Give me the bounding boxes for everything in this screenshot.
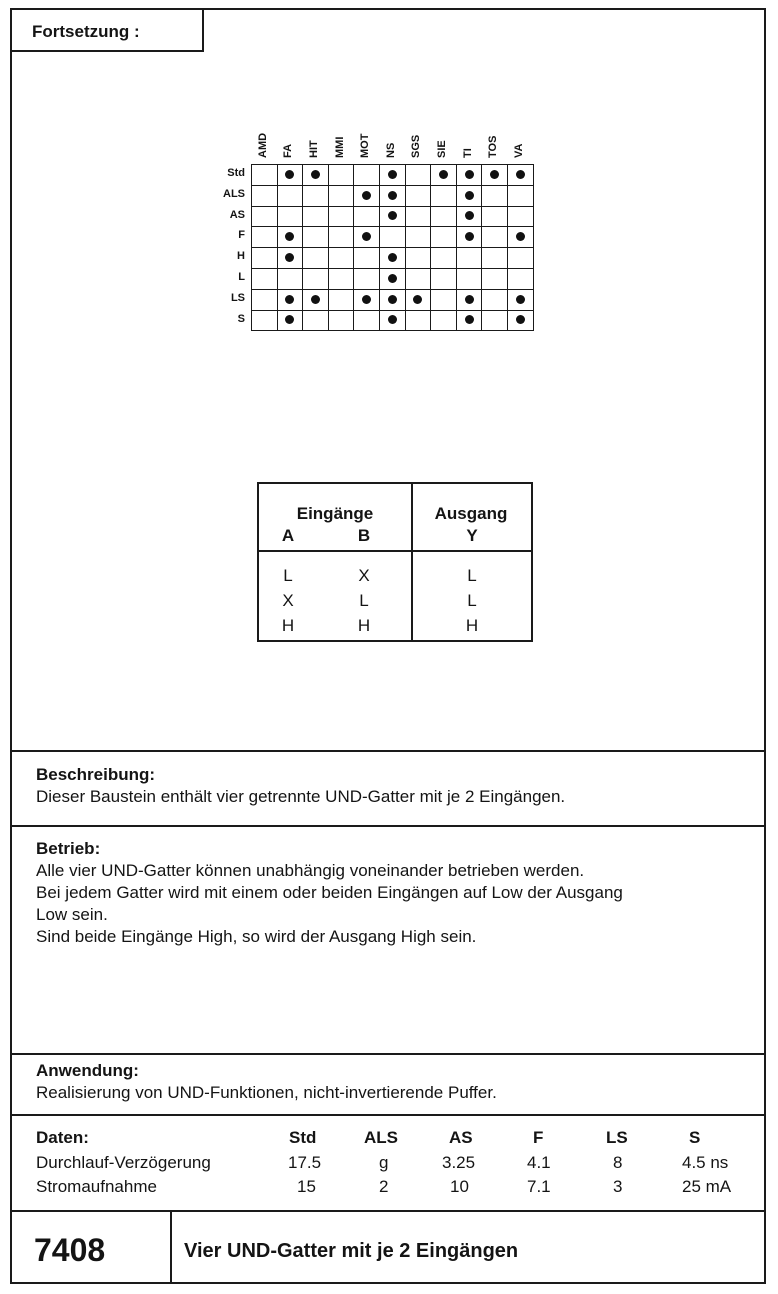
availability-dot (285, 232, 294, 241)
availability-dot (388, 211, 397, 220)
grid-cell (252, 165, 278, 186)
availability-dot (311, 170, 320, 179)
family-label: L (238, 271, 245, 283)
continuation-tag: Fortsetzung : (12, 10, 204, 52)
grid-cell (379, 268, 405, 289)
grid-cell (328, 206, 354, 227)
grid-cell (456, 248, 482, 269)
part-number: 7408 (34, 1232, 106, 1268)
anwendung-heading: Anwendung: (36, 1061, 139, 1080)
grid-cell (456, 165, 482, 186)
availability-dot (388, 170, 397, 179)
availability-dot (516, 295, 525, 304)
grid-cell (507, 289, 533, 310)
manufacturer-label: HIT (308, 140, 320, 158)
family-label: Std (227, 167, 245, 179)
col-y-label: Y (466, 526, 478, 545)
manufacturer-label: FA (282, 143, 295, 158)
betrieb-line: Sind beide Eingänge High, so wird der Ausgang High sein. (36, 927, 477, 946)
grid-cell (252, 185, 278, 206)
manufacturer-label: SGS (410, 134, 423, 158)
part-title: Vier UND-Gatter mit je 2 Eingängen (184, 1240, 519, 1262)
truth-value-a: X (282, 591, 294, 610)
betrieb-line: Low sein. (36, 905, 108, 924)
grid-cell (456, 227, 482, 248)
grid-cell (354, 310, 380, 331)
availability-dot (362, 191, 371, 200)
row-value: 4.1 (527, 1153, 551, 1172)
grid-cell (405, 206, 431, 227)
availability-dot (388, 253, 397, 262)
grid-cell (507, 227, 533, 248)
grid-cell (328, 165, 354, 186)
grid-cell (431, 227, 457, 248)
availability-dot (465, 191, 474, 200)
data-header-row (36, 1128, 744, 1152)
grid-cell (405, 248, 431, 269)
divider (12, 1114, 764, 1116)
col-header: F (533, 1128, 544, 1147)
availability-dot (516, 232, 525, 241)
availability-dot (388, 295, 397, 304)
truth-value-y: L (467, 566, 477, 585)
output-label: Ausgang (434, 504, 508, 523)
family-label: S (237, 312, 245, 325)
grid-cell (277, 185, 303, 206)
availability-dot (465, 295, 474, 304)
family-label: F (238, 229, 245, 242)
grid-cell (328, 227, 354, 248)
manufacturer-label: TOS (487, 135, 500, 158)
grid-cell (405, 268, 431, 289)
grid-row (252, 165, 534, 186)
row-value: 17.5 (288, 1153, 322, 1172)
grid-cell (303, 289, 329, 310)
grid-cell (328, 310, 354, 331)
grid-cell (482, 227, 508, 248)
row-value: 3.25 (442, 1153, 476, 1172)
family-label: AS (229, 208, 245, 221)
grid-row (252, 268, 534, 289)
footer-divider (170, 1212, 172, 1284)
availability-dot (362, 295, 371, 304)
availability-dot (516, 170, 525, 179)
row-value: 7.1 (527, 1177, 551, 1196)
col-a-label: A (281, 526, 295, 545)
anwendung-section (36, 1060, 744, 1104)
col-b-label: B (357, 526, 371, 545)
grid-cell (507, 248, 533, 269)
family-label: LS (230, 291, 245, 304)
anwendung-text: Realisierung von UND-Funktionen, nicht-invertierende Puffer. (36, 1083, 497, 1102)
truth-value-y: H (465, 616, 479, 635)
family-label: ALS (223, 187, 245, 200)
grid-cell (456, 310, 482, 331)
grid-cell (482, 206, 508, 227)
grid-cell (482, 268, 508, 289)
availability-dot (285, 170, 294, 179)
grid-cell (431, 268, 457, 289)
grid-cell (405, 310, 431, 331)
grid-cell (252, 268, 278, 289)
grid-cell (482, 310, 508, 331)
grid-cell (252, 289, 278, 310)
grid-cell (303, 227, 329, 248)
availability-dot (285, 315, 294, 324)
col-header: Std (289, 1128, 317, 1147)
beschreibung-heading: Beschreibung: (36, 765, 156, 784)
col-header: AS (449, 1128, 473, 1147)
truth-horizontal-divider (259, 550, 531, 552)
grid-cell (252, 206, 278, 227)
grid-cell (379, 165, 405, 186)
grid-cell (252, 310, 278, 331)
grid-cell (303, 206, 329, 227)
grid-cell (456, 185, 482, 206)
availability-table (251, 164, 534, 331)
beschreibung-section (36, 764, 744, 808)
truth-value-b: L (359, 591, 369, 610)
grid-cell (507, 165, 533, 186)
grid-cell (431, 206, 457, 227)
grid-cell (303, 268, 329, 289)
data-row (36, 1177, 744, 1201)
grid-cell (379, 289, 405, 310)
grid-cell (456, 206, 482, 227)
manufacturer-label: MMI (333, 136, 346, 158)
betrieb-line: Bei jedem Gatter wird mit einem oder beiden Eingängen auf Low der Ausgang (36, 883, 623, 902)
manufacturer-label: SIE (436, 140, 448, 158)
grid-cell (431, 310, 457, 331)
row-value: 25 mA (682, 1177, 732, 1196)
grid-cell (277, 227, 303, 248)
grid-cell (431, 248, 457, 269)
col-header: ALS (364, 1128, 398, 1147)
grid-cell (303, 248, 329, 269)
truth-value-b: X (358, 566, 370, 585)
manufacturer-label: VA (512, 143, 525, 158)
grid-cell (379, 206, 405, 227)
grid-cell (507, 268, 533, 289)
grid-cell (354, 248, 380, 269)
inputs-label: Eingänge (296, 504, 374, 523)
beschreibung-text: Dieser Baustein enthält vier getrennte UND-Gatter mit je 2 Eingängen. (36, 787, 566, 806)
grid-cell (277, 268, 303, 289)
manufacturer-label: NS (384, 142, 397, 158)
truth-value-a: H (281, 616, 295, 635)
divider (12, 1053, 764, 1055)
availability-dot (413, 295, 422, 304)
grid-cell (277, 248, 303, 269)
grid-row (252, 310, 534, 331)
grid-cell (252, 248, 278, 269)
col-header: LS (606, 1128, 628, 1147)
grid-cell (456, 289, 482, 310)
grid-row (252, 289, 534, 310)
divider (12, 825, 764, 827)
grid-cell (431, 289, 457, 310)
availability-dot (388, 315, 397, 324)
datasheet-page (10, 8, 766, 1284)
truth-table (257, 482, 533, 642)
grid-cell (354, 268, 380, 289)
grid-row (252, 248, 534, 269)
grid-cell (277, 310, 303, 331)
grid-cell (379, 248, 405, 269)
grid-cell (328, 185, 354, 206)
grid-cell (379, 310, 405, 331)
grid-cell (354, 206, 380, 227)
row-value: g (379, 1153, 389, 1172)
betrieb-heading: Betrieb: (36, 839, 101, 858)
grid-cell (277, 289, 303, 310)
grid-cell (303, 310, 329, 331)
row-value: 3 (613, 1177, 623, 1196)
grid-cell (507, 310, 533, 331)
grid-cell (431, 165, 457, 186)
grid-cell (482, 185, 508, 206)
availability-dot (285, 295, 294, 304)
grid-cell (303, 165, 329, 186)
grid-cell (379, 185, 405, 206)
daten-heading: Daten: (36, 1128, 89, 1147)
availability-dot (388, 274, 397, 283)
row-value: 15 (297, 1177, 316, 1196)
grid-cell (354, 289, 380, 310)
grid-cell (405, 227, 431, 248)
availability-dot (465, 232, 474, 241)
divider (12, 1210, 764, 1212)
grid-row (252, 206, 534, 227)
truth-value-a: L (283, 566, 293, 585)
grid-cell (507, 185, 533, 206)
grid-cell (328, 248, 354, 269)
availability-dot (362, 232, 371, 241)
betrieb-section (36, 838, 744, 948)
row-value: 10 (450, 1177, 469, 1196)
availability-dot (285, 253, 294, 262)
availability-dot (465, 211, 474, 220)
availability-dot (439, 170, 448, 179)
grid-cell (405, 289, 431, 310)
grid-cell (277, 206, 303, 227)
availability-dot (465, 315, 474, 324)
row-value: 8 (613, 1153, 623, 1172)
betrieb-line: Alle vier UND-Gatter können unabhängig voneinander betrieben werden. (36, 861, 585, 880)
grid-row (252, 185, 534, 206)
truth-value-y: L (467, 591, 477, 610)
truth-value-b: H (357, 616, 371, 635)
family-label: H (237, 250, 245, 263)
grid-cell (252, 227, 278, 248)
divider (12, 750, 764, 752)
grid-cell (482, 289, 508, 310)
grid-cell (328, 289, 354, 310)
grid-cell (277, 165, 303, 186)
grid-cell (303, 185, 329, 206)
row-value: 4.5 ns (682, 1153, 729, 1172)
grid-cell (379, 227, 405, 248)
availability-dot (388, 191, 397, 200)
manufacturer-grid (12, 10, 764, 350)
grid-cell (354, 185, 380, 206)
row-value: 2 (379, 1177, 389, 1196)
grid-cell (405, 185, 431, 206)
grid-cell (405, 165, 431, 186)
manufacturer-label: TI (461, 148, 474, 158)
availability-dot (490, 170, 499, 179)
grid-cell (482, 248, 508, 269)
grid-cell (354, 227, 380, 248)
row-label: Durchlauf-Verzögerung (36, 1153, 211, 1172)
availability-dot (516, 315, 525, 324)
grid-cell (431, 185, 457, 206)
grid-cell (328, 268, 354, 289)
grid-cell (482, 165, 508, 186)
availability-dot (465, 170, 474, 179)
manufacturer-label: MOT (359, 133, 372, 158)
manufacturer-label: AMD (256, 132, 269, 158)
grid-cell (354, 165, 380, 186)
data-row (36, 1153, 744, 1177)
col-header: S (689, 1128, 701, 1147)
grid-row (252, 227, 534, 248)
grid-cell (456, 268, 482, 289)
row-label: Stromaufnahme (36, 1177, 157, 1196)
grid-cell (507, 206, 533, 227)
availability-dot (311, 295, 320, 304)
